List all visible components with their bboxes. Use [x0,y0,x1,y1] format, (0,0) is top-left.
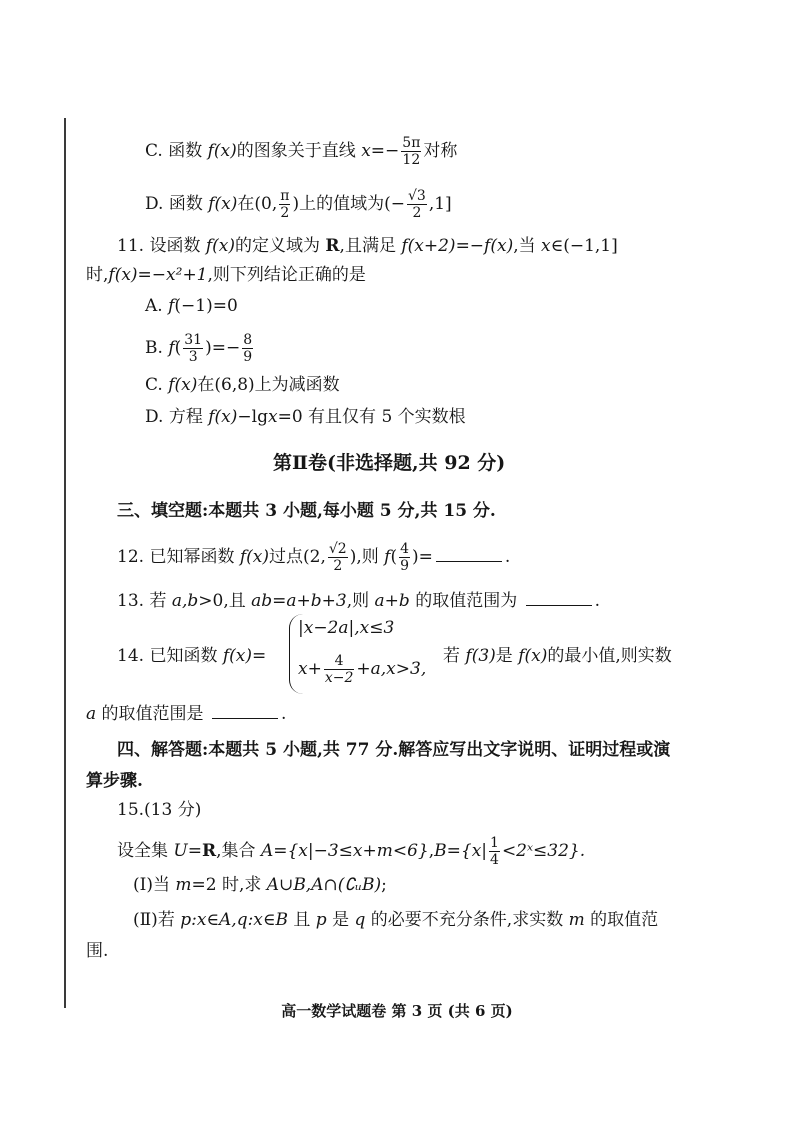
section4-heading-cont: 算步骤. [86,771,143,791]
q15-set-B: B={x| [434,841,488,861]
q12-period: . [504,547,511,567]
q11-stem-line1 [117,235,618,257]
q12-fx: f(x) [239,547,269,567]
q15-p1-end: ; [381,875,387,895]
q14-a: a [86,704,97,724]
q11-interval: ∈(−1,1] [550,236,618,256]
q15-part2-cont: 围. [86,941,109,961]
q11-b-eq: )=− [205,338,241,358]
q15-p2-m: m [568,910,585,930]
q10-d-fraction-root3 [407,189,427,220]
q14-f3: f(3) [465,646,496,666]
q15-p1-text: (Ⅰ)当 [133,875,176,895]
page-footer: 高一数学试题卷 第 3 页 (共 6 页) [281,1002,513,1020]
q15-set-A: A={x|−3≤x+m<6} [260,841,429,861]
q10-c-text: C. 函数 [145,141,208,161]
q14-text2: 若 [443,646,466,666]
answer-blank[interactable] [526,604,592,606]
q10-option-d [145,189,452,220]
fraction-numerator: √3 [407,188,426,204]
q15-p1-expr: A∪B,A∩(∁ᵤB) [266,875,382,895]
q15-p2-q: q [354,910,366,930]
binding-margin-line [64,118,66,1008]
fraction-denominator: 9 [400,558,409,574]
q15-fraction-quarter [489,836,500,867]
section4-heading: 四、解答题:本题共 5 小题,共 77 分.解答应写出文字说明、证明过程或演 [117,740,671,760]
answer-blank[interactable] [212,717,278,719]
q11-b-fraction2 [242,333,253,364]
q13-text: 13. 若 [117,591,172,611]
q14-case2-rest: +a [356,659,381,679]
q15-p2-pq: p:x∈A,q:x∈B [180,910,288,930]
q10-d-end: ,1] [428,194,452,214]
option-label: C. [145,375,169,395]
q12 [117,542,510,573]
q14-case1-cond: ,x≤3 [354,618,395,638]
q11-text4: ,当 [513,236,542,256]
q12-text3: ),则 [349,547,385,567]
q10-d-fraction-pi [279,189,290,220]
fraction-denominator: 2 [333,558,343,574]
q14-case2 [298,654,426,685]
q10-d-text3: )上的值域为(− [292,194,405,214]
q15-p2-text: (Ⅱ)若 [133,910,181,930]
q14-lead [117,645,266,667]
fraction-denominator: 4 [490,852,499,868]
q10-c-x: x [361,141,371,161]
q13-eq: ab=a+b+3 [251,591,347,611]
fraction-numerator: 8 [243,332,253,348]
q11-text3: ,且满足 [339,236,402,256]
q11-stem-line2 [86,264,366,286]
fraction-numerator: π [280,188,290,204]
q13 [117,590,600,612]
q13-period: . [594,591,601,611]
q15-p1-m: m [175,875,192,895]
q13-ab: a,b [171,591,199,611]
q12-fraction-root2 [328,542,348,573]
fraction-denominator: 3 [188,349,198,365]
q14-case2-fraction [324,654,355,685]
q11-text6: ,则下列结论正确的是 [207,265,366,285]
part2-title: 第Ⅱ卷(非选择题,共 92 分) [273,452,506,474]
q13-text4: 的取值范围为 [409,591,523,611]
q14-fx2: f(x) [518,646,548,666]
q14-fx: f(x) [222,646,252,666]
q10-c-eq: =− [370,141,400,161]
option-label: D. 方程 [145,407,209,427]
q11-d-lg: −lg [237,407,268,427]
q11-x: x [541,236,551,256]
q10-d-text2: 在(0, [237,194,278,214]
q11-option-d [145,406,466,428]
q11-fx: f(x) [205,236,235,256]
q15-text2: ,集合 [216,841,261,861]
q13-text2: >0,且 [198,591,252,611]
q14-eq: = [252,646,267,666]
q11-option-b [145,333,255,364]
q11-a-f: f [168,296,175,316]
q14-text5: 的取值范围是 [96,704,209,724]
q15-set-B-tail: <2ˣ≤32}. [501,841,586,861]
q12-fraction-4-9 [399,542,410,573]
q12-text2: 过点(2, [269,547,326,567]
q15-p2-text5: 的取值范 [584,910,659,930]
q11-c-text: 在(6,8)上为减函数 [197,375,340,395]
q11-b-paren: ( [174,338,182,358]
q14-text4: 的最小值,则实数 [547,646,672,666]
q12-paren: ( [390,547,398,567]
q15-text: 设全集 [117,841,174,861]
q10-c-text2: 的图象关于直线 [236,141,362,161]
q14-case1-expr: |x−2a| [298,618,355,638]
q14-case2-x: x+ [298,659,322,679]
q14-piecewise-brace [289,614,440,694]
q10-c-fraction [401,136,421,167]
q10-option-c [145,136,457,167]
q12-f: f [384,547,391,567]
q15-p2-text4: 的必要不充分条件,求实数 [365,910,569,930]
q15-part2 [133,909,658,931]
q11-def-eq: f(x)=−x²+1 [108,265,208,285]
fraction-numerator: 1 [490,835,499,851]
q15-p2-text3: 是 [326,910,355,930]
q14-text: 14. 已知函数 [117,646,223,666]
fraction-numerator: 5π [402,135,421,151]
q15-stem [117,836,585,867]
q14-case1 [298,618,394,638]
fraction-numerator: 4 [400,541,409,557]
q11-option-c [145,374,340,396]
fraction-denominator: 2 [412,205,422,221]
q14-line2 [86,703,286,725]
q15-U: U [173,841,188,861]
q11-text2: 的定义域为 [235,236,326,256]
option-label: A. [145,296,169,316]
q11-R: R [325,236,340,256]
q10-c-end: 对称 [423,141,458,161]
section3-heading: 三、填空题:本题共 3 小题,每小题 5 分,共 15 分. [117,501,496,521]
q11-functional-eq: f(x+2)=−f(x) [401,236,514,256]
option-label: B. [145,338,169,358]
q15-p2-text2: 且 [287,910,316,930]
q12-text: 12. 已知幂函数 [117,547,240,567]
q11-b-fraction1 [183,333,203,364]
fraction-numerator: 4 [324,654,355,670]
q15-R: R [201,841,217,861]
fraction-denominator: 12 [402,152,421,168]
q12-eq: )= [412,547,433,567]
q14-period: . [280,704,287,724]
q15-comma: , [428,841,435,861]
q13-sum: a+b [374,591,410,611]
q15-title: 15.(13 分) [117,800,202,820]
fraction-numerator: √2 [328,541,347,557]
fraction-denominator: x−2 [324,670,354,686]
q14-tail [443,645,672,667]
q14-case2-cond: ,x>3, [380,659,427,679]
q11-text: 11. 设函数 [117,236,206,256]
q11-text5: 时, [86,265,109,285]
fraction-denominator: 9 [243,349,253,365]
answer-blank[interactable] [436,560,502,562]
q11-option-a [145,295,238,317]
q10-d-fx: f(x) [208,194,238,214]
q11-d-fx: f(x) [208,407,238,427]
q11-a-expr: (−1)=0 [174,296,238,316]
q11-b-f: f [168,338,175,358]
q11-d-text: =0 有且仅有 5 个实数根 [277,407,466,427]
q10-d-text: D. 函数 [145,194,209,214]
q14-text3: 是 [495,646,519,666]
q10-c-fx: f(x) [207,141,237,161]
fraction-numerator: 31 [184,332,203,348]
q15-p1-text2: =2 时,求 [191,875,267,895]
q11-d-x: x [267,407,278,427]
q13-text3: ,则 [346,591,375,611]
q15-p2-p: p [315,910,327,930]
q11-c-fx: f(x) [168,375,198,395]
q15-eq: = [187,841,202,861]
fraction-denominator: 2 [280,205,290,221]
q15-part1 [133,874,387,896]
